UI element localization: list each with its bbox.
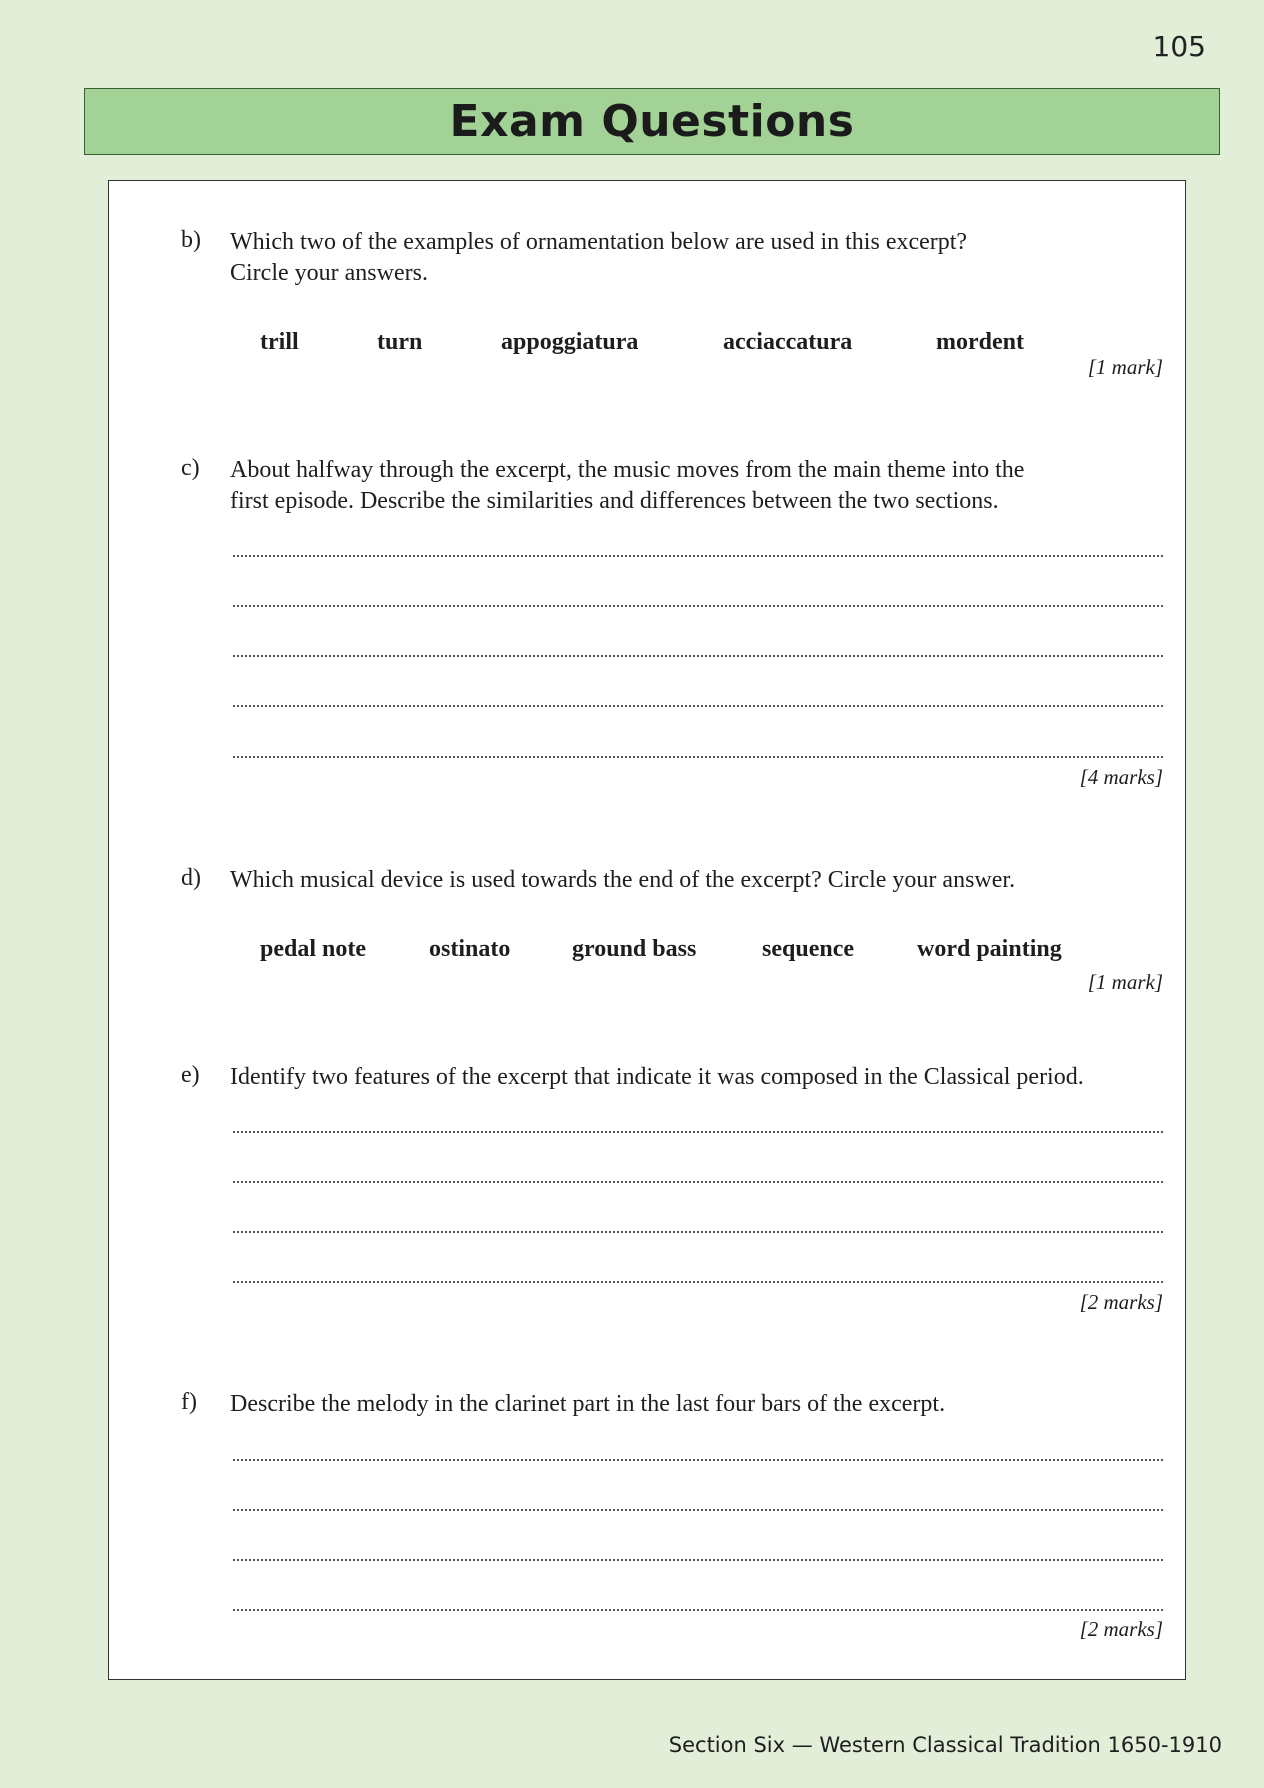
answer-line[interactable]: [233, 1459, 1163, 1461]
answer-line[interactable]: [233, 756, 1163, 758]
answer-option[interactable]: pedal note: [260, 936, 367, 962]
question-letter: b): [181, 227, 201, 253]
answer-line[interactable]: [233, 1559, 1163, 1561]
answer-line[interactable]: [233, 1509, 1163, 1511]
answer-option[interactable]: ostinato: [429, 936, 511, 962]
answer-line[interactable]: [233, 555, 1163, 557]
title-banner: [84, 88, 1220, 155]
marks-label: [2 marks]: [1079, 1617, 1163, 1641]
answer-option[interactable]: acciaccatura: [723, 329, 853, 355]
answer-option[interactable]: word painting: [917, 936, 1062, 962]
answer-option[interactable]: turn: [377, 329, 423, 355]
answer-line[interactable]: [233, 655, 1163, 657]
answer-line[interactable]: [233, 1131, 1163, 1133]
question-text: Which two of the examples of ornamentation below are used in this excerpt?: [230, 229, 968, 255]
page-title: Exam Questions: [449, 96, 855, 147]
answer-option[interactable]: mordent: [936, 329, 1024, 355]
marks-label: [4 marks]: [1079, 765, 1163, 789]
marks-label: [1 mark]: [1087, 355, 1163, 379]
answer-line[interactable]: [233, 1609, 1163, 1611]
question-text: Describe the melody in the clarinet part in the last four bars of the excerpt.: [230, 1391, 946, 1417]
question-text: Circle your answers.: [230, 260, 428, 286]
answer-option[interactable]: ground bass: [572, 936, 697, 962]
answer-option[interactable]: trill: [260, 329, 299, 355]
question-letter: e): [181, 1062, 200, 1088]
page-footer: Section Six — Western Classical Tradition 1650-1910: [668, 1733, 1222, 1757]
page-number: 105: [1152, 30, 1206, 63]
marks-label: [1 mark]: [1087, 970, 1163, 994]
answer-option[interactable]: appoggiatura: [501, 329, 639, 355]
answer-line[interactable]: [233, 1281, 1163, 1283]
marks-label: [2 marks]: [1079, 1290, 1163, 1314]
question-text: About halfway through the excerpt, the music moves from the main theme into the: [230, 457, 1025, 483]
question-letter: c): [181, 455, 200, 481]
question-text: Identify two features of the excerpt that indicate it was composed in the Classical period.: [230, 1064, 1084, 1090]
question-letter: d): [181, 865, 201, 891]
question-box: [108, 180, 1186, 1680]
answer-line[interactable]: [233, 1231, 1163, 1233]
question-text: Which musical device is used towards the end of the excerpt? Circle your answer.: [230, 867, 1016, 893]
question-text: first episode. Describe the similarities and differences between the two sections.: [230, 488, 999, 514]
answer-line[interactable]: [233, 705, 1163, 707]
answer-line[interactable]: [233, 1181, 1163, 1183]
answer-option[interactable]: sequence: [762, 936, 854, 962]
answer-line[interactable]: [233, 605, 1163, 607]
question-letter: f): [181, 1389, 197, 1415]
